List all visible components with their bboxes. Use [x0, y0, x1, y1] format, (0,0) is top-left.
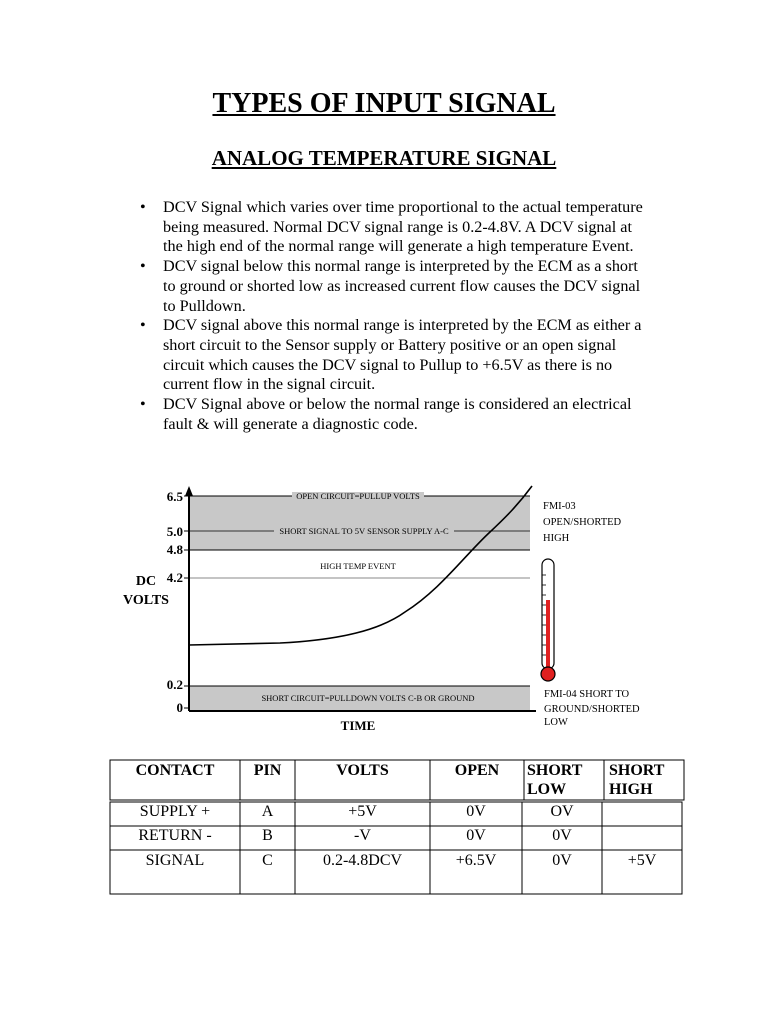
tick-label-4.8: 4.8	[166, 542, 183, 557]
table-header-short-high: SHORT HIGH	[609, 762, 665, 798]
table-cell: -V	[354, 827, 371, 844]
table-cell: +5V	[627, 852, 657, 869]
tick-label-4.2: 4.2	[166, 570, 183, 585]
table-cell: C	[262, 852, 273, 869]
band-label-short-supply: SHORT SIGNAL TO 5V SENSOR SUPPLY A-C	[279, 526, 449, 536]
tick-label-5.0: 5.0	[166, 524, 183, 539]
table-header-open: OPEN	[454, 762, 500, 779]
section-subtitle: ANALOG TEMPERATURE SIGNAL	[211, 146, 557, 170]
table-cell: SUPPLY +	[139, 803, 211, 820]
band-label-open-circuit: OPEN CIRCUIT=PULLUP VOLTS	[296, 491, 420, 501]
fmi03-label: OPEN/SHORTED	[543, 517, 622, 528]
table-cell: 0V	[466, 827, 486, 844]
table-cell: +6.5V	[455, 852, 497, 869]
table-cell: RETURN -	[138, 827, 212, 844]
table-header-volts: VOLTS	[336, 762, 389, 779]
bullet-item-above-range: • DCV signal above this normal range is interpreted by the ECM as either a short circuit to the Sensor supply or Battery positive or an open signal circuit which causes the DCV signal to Pullup to +6.5V as there is no current flow in the signal circuit.	[138, 316, 648, 395]
table-cell: A	[261, 803, 274, 820]
bullet-item-normal-range: • DCV Signal which varies over time proportional to the actual temperature being measured. Normal DCV signal range is 0.2-4.8V. A DCV signal at the high end of the normal range will generate a high temperature Event.	[138, 198, 648, 257]
x-axis-label: TIME	[340, 718, 376, 733]
table-header-short-low: SHORT LOW	[527, 762, 583, 798]
tick-label-6.5: 6.5	[166, 489, 183, 504]
thermometer-icon	[541, 559, 555, 681]
page-title: TYPES OF INPUT SIGNAL	[212, 88, 556, 119]
fmi04-label: LOW	[544, 717, 568, 728]
tick-label-0: 0	[176, 700, 183, 715]
table-cell: 0V	[552, 827, 572, 844]
table-cell: B	[262, 827, 273, 844]
table-header-pin: PIN	[253, 762, 282, 779]
band-label-high-temp: HIGH TEMP EVENT	[320, 561, 396, 571]
fmi03-label: HIGH	[543, 533, 570, 544]
table-cell: 0V	[552, 852, 572, 869]
table-cell: OV	[550, 803, 574, 820]
y-axis-label: DC	[135, 574, 157, 589]
table-cell: +5V	[348, 803, 377, 820]
table-cell: 0.2-4.8DCV	[322, 852, 403, 869]
y-axis-arrow	[185, 486, 193, 496]
fmi04-label: GROUND/SHORTED	[544, 704, 640, 715]
table-header-contact: CONTACT	[135, 762, 215, 779]
band-label-short-ground: SHORT CIRCUIT=PULLDOWN VOLTS C-B OR GROUND	[261, 693, 475, 703]
bullet-item-fault: • DCV Signal above or below the normal range is considered an electrical fault & will generate a diagnostic code.	[138, 395, 648, 434]
table-cell: SIGNAL	[145, 852, 205, 869]
tick-label-0.2: 0.2	[166, 677, 183, 692]
fmi04-label: FMI-04 SHORT TO	[544, 689, 630, 700]
y-axis-label: VOLTS	[123, 593, 169, 608]
table-grid	[110, 760, 684, 894]
bullet-item-below-range: • DCV signal below this normal range is interpreted by the ECM as a short to ground or shorted low as increased current flow causes the DCV signal to Pulldown.	[138, 257, 648, 316]
table-cell: 0V	[466, 803, 486, 820]
fmi03-label: FMI-03	[543, 501, 576, 512]
